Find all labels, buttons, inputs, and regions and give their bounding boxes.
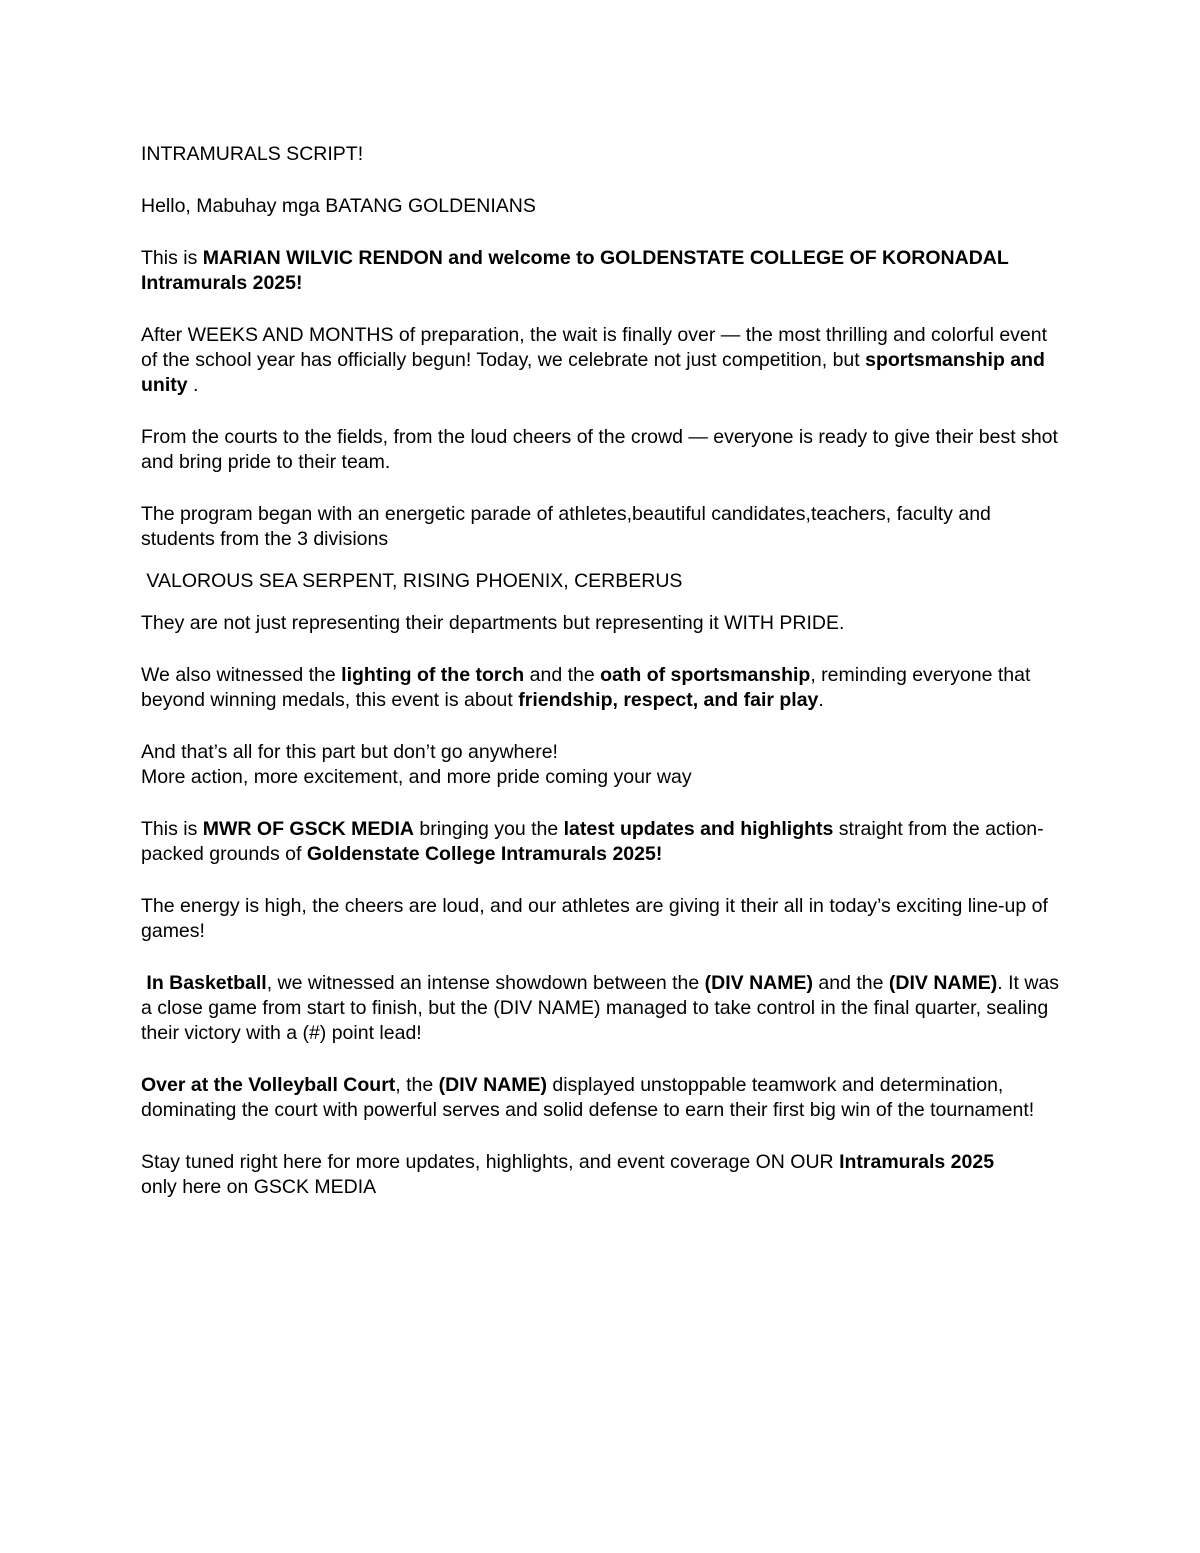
friendship-respect-bold: friendship, respect, and fair play [518, 689, 819, 711]
program-paragraph: The program began with an energetic parade of athletes,beautiful candidates,teachers, faculty and students from the 3 divisions [141, 503, 991, 550]
stay-tuned-text: Stay tuned right here for more updates, highlights, and event coverage ON OUR [141, 1151, 840, 1173]
mwr-text-1: This is [141, 818, 203, 840]
volleyball-court-bold: Over at the Volleyball Court [141, 1074, 396, 1096]
stay-tuned-paragraph [141, 1150, 1061, 1175]
basketball-text-3: . It was a close game from start to finish, but the (DIV NAME) managed to take control in the final quarter, sealing their victory with a (#) point lead! [141, 972, 1060, 1044]
basketball-paragraph [141, 971, 1061, 1046]
basketball-text-1: , we witnessed an intense showdown between the [266, 972, 705, 994]
after-text: After WEEKS AND MONTHS of preparation, the wait is finally over — the most thrilling and colorful event of the school year has officially begun! Today, we celebrate not just competition, but [141, 324, 1048, 371]
volleyball-text-1: , the [395, 1074, 439, 1096]
volleyball-text-2: displayed unstoppable teamwork and determination, dominating the court with powerful serves and solid defense to earn their first big win of the tournament! [141, 1074, 1035, 1121]
in-basketball-bold: In Basketball [146, 972, 267, 994]
torch-text-4: . [818, 689, 824, 711]
intro-paragraph [141, 246, 1061, 296]
torch-text-1: We also witnessed the [141, 664, 342, 686]
torch-text-3: , reminding everyone that beyond winning medals, this event is about [141, 664, 1031, 711]
lighting-torch-bold: lighting of the torch [341, 664, 525, 686]
only-here-line: only here on GSCK MEDIA [141, 1176, 377, 1198]
basketball-text-2: and the [813, 972, 889, 994]
energy-paragraph: The energy is high, the cheers are loud, and our athletes are giving it their all in today’s exciting line-up of games! [141, 895, 1048, 942]
after-paragraph [141, 323, 1061, 398]
div-name-bold-1: (DIV NAME) [704, 972, 813, 994]
pride-paragraph: They are not just representing their departments but representing it WITH PRIDE. [141, 612, 845, 634]
mwr-paragraph [141, 817, 1061, 867]
volleyball-paragraph [141, 1073, 1061, 1123]
div-name-bold-3: (DIV NAME) [438, 1074, 547, 1096]
intro-bold-text: MARIAN WILVIC RENDON and welcome to GOLDENSTATE COLLEGE OF KORONADAL Intramurals 2025! [141, 247, 1009, 294]
after-text-end: . [187, 374, 199, 396]
mwr-text-3: straight from the action-packed grounds of [141, 818, 1044, 865]
goldenstate-intramurals-bold: Goldenstate College Intramurals 2025! [306, 843, 663, 865]
div-name-bold-2: (DIV NAME) [888, 972, 998, 994]
thats-all-line-1: And that’s all for this part but don’t go anywhere! [141, 741, 558, 763]
courts-paragraph: From the courts to the fields, from the loud cheers of the crowd — everyone is ready to give their best shot and bring pride to their team. [141, 426, 1058, 473]
torch-text-2: and the [524, 664, 601, 686]
thats-all-line-2: More action, more excitement, and more pride coming your way [141, 766, 692, 788]
document-body [141, 142, 1061, 1200]
mwr-text-2: bringing you the [414, 818, 564, 840]
sportsmanship-unity-bold: sportsmanship and unity [141, 349, 1045, 396]
intramurals-2025-bold: Intramurals 2025 [839, 1151, 995, 1173]
torch-paragraph [141, 663, 1061, 713]
latest-updates-bold: latest updates and highlights [563, 818, 834, 840]
oath-sportsmanship-bold: oath of sportsmanship [600, 664, 811, 686]
document-title: INTRAMURALS SCRIPT! [141, 143, 364, 165]
divisions-paragraph: VALOROUS SEA SERPENT, RISING PHOENIX, CERBERUS [141, 570, 683, 592]
greeting-paragraph: Hello, Mabuhay mga BATANG GOLDENIANS [141, 195, 536, 217]
intro-text: This is [141, 247, 203, 269]
mwr-gsck-media-bold: MWR OF GSCK MEDIA [202, 818, 414, 840]
